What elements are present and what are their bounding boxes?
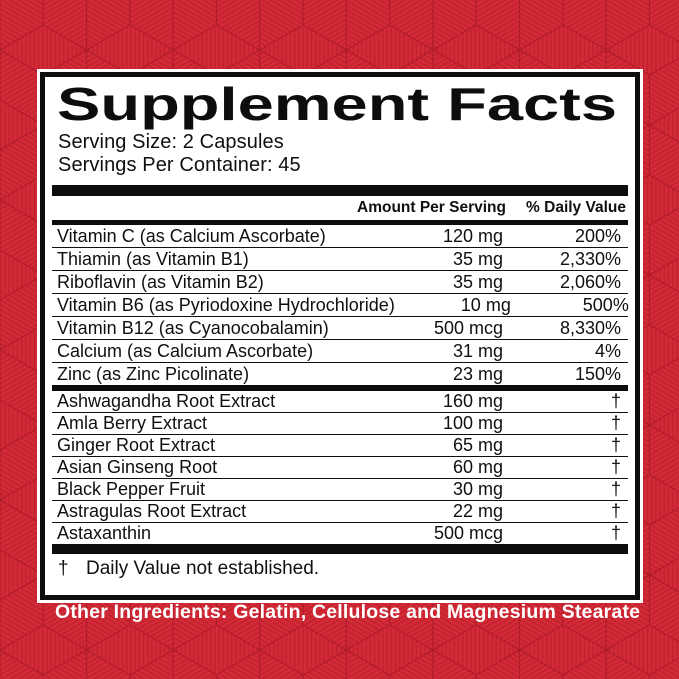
ingredient-name: Ginger Root Extract (57, 435, 216, 455)
vitamins-section (45, 225, 635, 385)
ingredient-daily-value: † (610, 435, 621, 455)
thick-divider-bottom (52, 544, 628, 554)
serving-size-text: Serving Size: 2 Capsules (58, 131, 284, 153)
table-row (52, 340, 628, 363)
daily-value-header: % Daily Value (526, 199, 626, 216)
daily-value-footnote (58, 559, 635, 579)
ingredient-name: Ashwagandha Root Extract (57, 391, 276, 411)
ingredient-name: Thiamin (as Vitamin B1) (57, 249, 249, 269)
ingredient-name: Astragulas Root Extract (57, 501, 247, 521)
ingredient-amount: 60 mg (452, 457, 503, 477)
ingredient-amount: 23 mg (452, 364, 503, 384)
ingredient-amount: 120 mg (442, 226, 503, 246)
ingredient-amount: 500 mcg (433, 523, 503, 543)
ingredient-name: Vitamin C (as Calcium Ascorbate) (57, 226, 326, 246)
ingredient-daily-value: † (610, 501, 621, 521)
table-row (52, 413, 628, 435)
table-row (52, 391, 628, 413)
ingredient-amount: 35 mg (452, 272, 503, 292)
panel-title: Supplement Facts (57, 81, 617, 130)
table-row (52, 363, 628, 385)
ingredient-name: Black Pepper Fruit (57, 479, 206, 499)
ingredient-amount: 160 mg (442, 391, 503, 411)
other-ingredients-text: Other Ingredients: Gelatin, Cellulose and Magnesium Stearate (55, 601, 641, 623)
ingredient-daily-value: 2,330% (559, 249, 621, 269)
ingredient-daily-value: † (610, 457, 621, 477)
ingredient-name: Riboflavin (as Vitamin B2) (57, 272, 264, 292)
panel-title-wrap (57, 81, 629, 131)
table-row (52, 523, 628, 544)
ingredient-amount: 30 mg (452, 479, 503, 499)
ingredient-amount: 10 mg (460, 295, 511, 315)
ingredient-name: Calcium (as Calcium Ascorbate) (57, 341, 314, 361)
ingredient-name: Astaxanthin (57, 523, 152, 543)
amount-per-serving-header: Amount Per Serving (357, 199, 506, 216)
ingredient-name: Asian Ginseng Root (57, 457, 218, 477)
ingredient-amount: 35 mg (452, 249, 503, 269)
table-header-row (52, 196, 628, 220)
table-row (52, 294, 628, 317)
ingredient-amount: 31 mg (452, 341, 503, 361)
ingredient-daily-value: 500% (582, 295, 629, 315)
ingredient-name: Amla Berry Extract (57, 413, 208, 433)
table-row (52, 457, 628, 479)
ingredient-name: Vitamin B12 (as Cyanocobalamin) (57, 318, 329, 338)
ingredient-amount: 22 mg (452, 501, 503, 521)
ingredient-daily-value: 200% (574, 226, 621, 246)
table-row (52, 501, 628, 523)
ingredient-name: Vitamin B6 (as Pyriodoxine Hydrochloride) (57, 295, 395, 315)
table-row (52, 479, 628, 501)
ingredient-name: Zinc (as Zinc Picolinate) (57, 364, 250, 384)
supplement-facts-panel (40, 72, 640, 600)
servings-per-container-text: Servings Per Container: 45 (58, 154, 301, 176)
footnote-text: Daily Value not established. (86, 558, 320, 579)
ingredient-amount: 500 mcg (433, 318, 503, 338)
ingredient-daily-value: † (610, 413, 621, 433)
thick-divider-top (52, 185, 628, 196)
ingredient-daily-value: † (610, 523, 621, 543)
ingredient-daily-value: † (610, 391, 621, 411)
dagger-icon: † (58, 558, 69, 579)
table-row (52, 225, 628, 248)
ingredient-daily-value: 2,060% (559, 272, 621, 292)
botanicals-section (45, 391, 635, 544)
ingredient-amount: 65 mg (452, 435, 503, 455)
table-row (52, 317, 628, 340)
table-row (52, 435, 628, 457)
ingredient-daily-value: † (610, 479, 621, 499)
table-row (52, 271, 628, 294)
table-row (52, 248, 628, 271)
ingredient-amount: 100 mg (442, 413, 503, 433)
ingredient-daily-value: 8,330% (559, 318, 621, 338)
ingredient-daily-value: 150% (574, 364, 621, 384)
ingredient-daily-value: 4% (594, 341, 621, 361)
